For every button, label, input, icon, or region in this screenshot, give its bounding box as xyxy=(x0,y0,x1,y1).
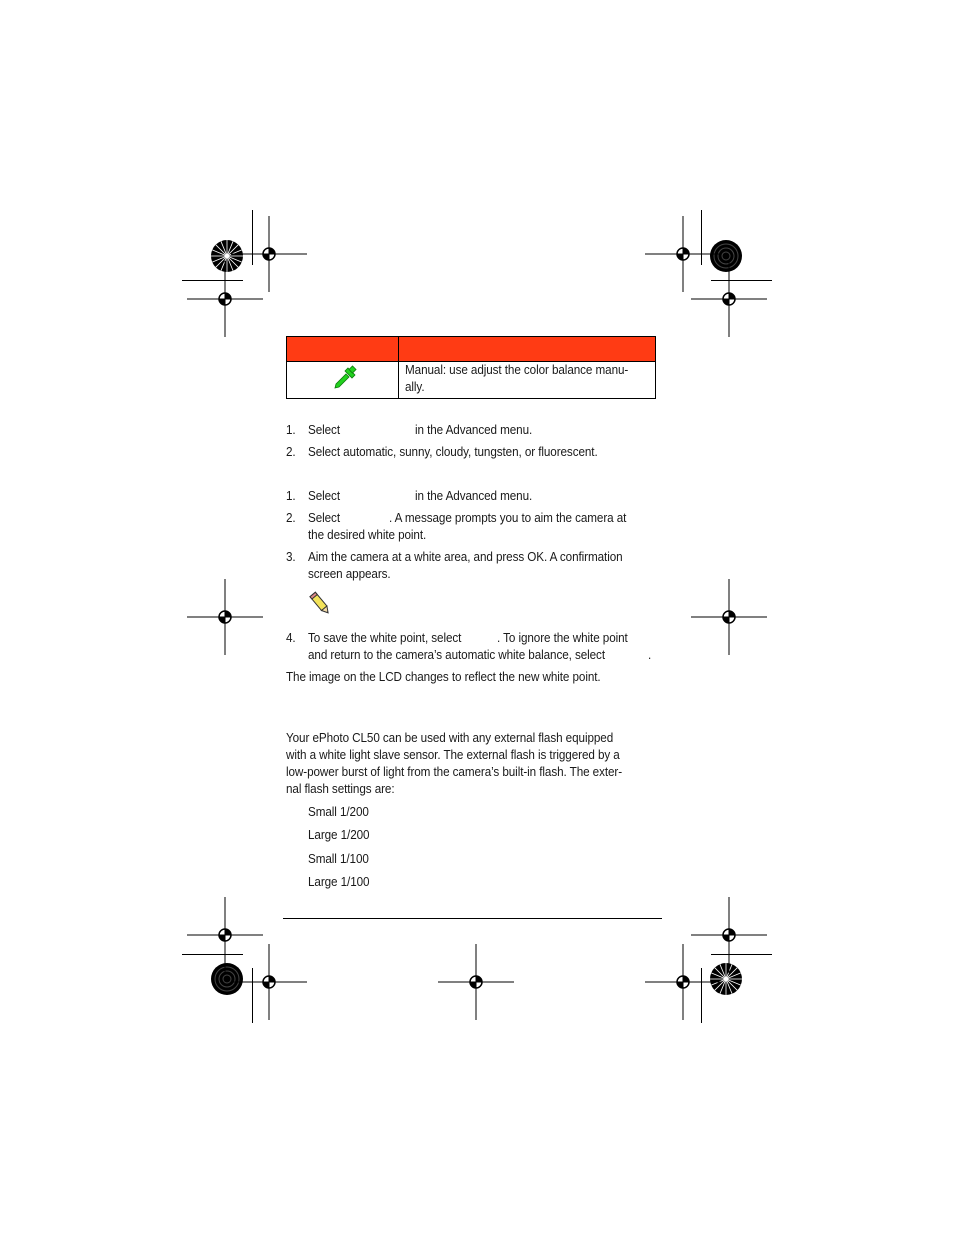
list-item: 2. xyxy=(286,444,296,459)
table-header-row xyxy=(287,337,655,362)
eyedropper-icon xyxy=(332,365,358,391)
list-item: Small 1/200 xyxy=(308,804,369,819)
list-item-text: . xyxy=(648,647,652,662)
white-balance-table xyxy=(286,336,656,399)
footer-rule xyxy=(283,918,662,919)
list-item-text: the desired white point. xyxy=(308,527,427,542)
list-item-text: Select automatic, sunny, cloudy, tungsten, or fluorescent. xyxy=(308,444,598,459)
list-item: 2. xyxy=(286,510,296,525)
list-item: Small 1/100 xyxy=(308,851,369,866)
list-item-text: screen appears. xyxy=(308,566,391,581)
list-item: 4. xyxy=(286,630,296,645)
list-item-text: in the Advanced menu. xyxy=(415,422,533,437)
list-item-text: in the Advanced menu. xyxy=(415,488,533,503)
list-item-text: . A message prompts you to aim the camera at xyxy=(389,510,627,525)
list-item: 1. xyxy=(286,422,296,437)
flash-paragraph: Your ePhoto CL50 can be used with any external flash equipped with a white light slave sensor. The external flash is triggered by a low-power burst of light from the camera’s built-in flash. The exter- nal flash settings are: xyxy=(286,730,623,796)
list-item-text: Aim the camera at a white area, and press OK. A confirmation xyxy=(308,549,623,564)
list-item: 3. xyxy=(286,549,296,564)
body-text: The image on the LCD changes to reflect the new white point. xyxy=(286,669,601,684)
list-item-text: . To ignore the white point xyxy=(497,630,628,645)
list-item-text: and return to the camera’s automatic white balance, select xyxy=(308,647,605,662)
list-item: 1. xyxy=(286,488,296,503)
list-item-text: Select xyxy=(308,488,340,503)
table-row-description: Manual: use adjust the color balance manu- ally. xyxy=(405,362,629,394)
list-item-text: Select xyxy=(308,510,340,525)
list-item-text: To save the white point, select xyxy=(308,630,462,645)
pencil-note-icon xyxy=(307,590,333,618)
list-item-text: Select xyxy=(308,422,340,437)
list-item: Large 1/200 xyxy=(308,827,370,842)
list-item: Large 1/100 xyxy=(308,874,370,889)
table-column-divider xyxy=(398,337,399,398)
